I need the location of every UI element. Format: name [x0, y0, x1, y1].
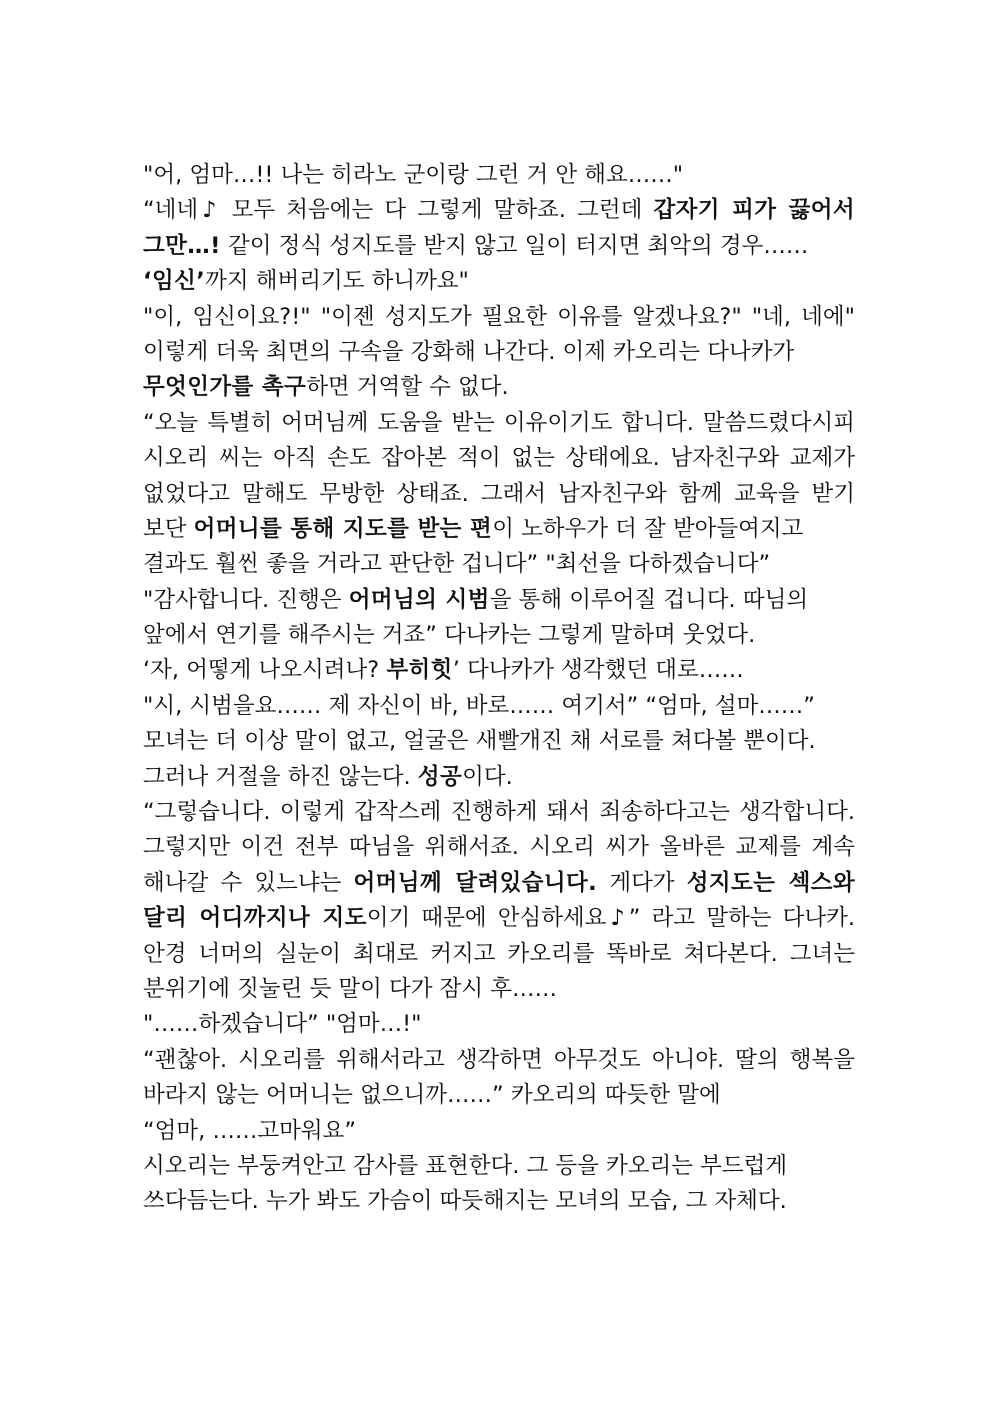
- text-line: [143, 653, 855, 688]
- text-run: 하면 거역할 수 없다.: [306, 374, 509, 401]
- text-run: 같이 정식 성지도를 받지 않고 일이 터지면 최악의 경우……: [220, 232, 809, 259]
- bold-text: 어머니를 통해 지도를 받는 편: [193, 515, 493, 542]
- text-run: “괜찮아. 시오리를 위해서라고 생각하면 아무것도 아니야. 딸의 행복을: [143, 1046, 855, 1073]
- text-run: 모녀는 더 이상 말이 없고, 얼굴은 새빨개진 채 서로를 쳐다볼 뿐이다.: [143, 728, 816, 755]
- text-line: [143, 193, 855, 228]
- text-run: 까지 해버리기도 하니까요": [205, 268, 469, 295]
- text-run: 이다.: [462, 763, 513, 790]
- bold-text: 어머님께 달려있습니다.: [353, 869, 598, 896]
- bold-text: 갑자기 피가 끓어서: [653, 197, 855, 224]
- text-run: "감사합니다. 진행은: [143, 586, 349, 613]
- bold-text: 성지도는 섹스와: [686, 869, 855, 896]
- text-line: [143, 477, 855, 512]
- text-run: ’ 다나카가 생각했던 대로……: [452, 657, 744, 684]
- text-run: “엄마, ……고마워요”: [143, 1117, 357, 1144]
- text-run: 보단: [143, 515, 194, 542]
- text-line: [143, 370, 855, 405]
- bold-text: 달리 어디까지나 지도: [143, 905, 367, 932]
- text-line: [143, 335, 855, 370]
- text-run: 없었다고 말해도 무방한 상태죠. 그래서 남자친구와 함께 교육을 받기: [143, 480, 855, 507]
- text-line: [143, 441, 855, 476]
- text-line: [143, 901, 855, 936]
- text-run: “네네♪ 모두 처음에는 다 그렇게 말하죠. 그런데: [143, 197, 654, 224]
- bold-text: 성공: [417, 763, 463, 790]
- text-run: "시, 시범을요…… 제 자신이 바, 바로…… 여기서” “엄마, 설마……”: [143, 692, 815, 719]
- text-line: [143, 1184, 855, 1219]
- bold-text: 그만…!: [143, 232, 221, 259]
- text-line: [143, 689, 855, 724]
- text-line: [143, 937, 855, 972]
- bold-text: 어머님의 시범: [348, 586, 490, 613]
- text-run: "……하겠습니다” "엄마…!": [143, 1011, 422, 1038]
- text-run: 이렇게 더욱 최면의 구속을 강화해 나간다. 이제 카오리는 다나카가: [143, 338, 795, 365]
- text-line: [143, 830, 855, 865]
- text-line: [143, 229, 855, 264]
- text-run: “오늘 특별히 어머님께 도움을 받는 이유이기도 합니다. 말씀드렸다시피: [143, 409, 855, 436]
- text-line: [143, 866, 855, 901]
- text-run: "어, 엄마…!! 나는 히라노 군이랑 그런 거 안 해요……": [143, 162, 684, 188]
- text-run: 을 통해 이루어질 겁니다. 따님의: [489, 586, 809, 613]
- text-run: 앞에서 연기를 해주시는 거죠” 다나카는 그렇게 말하며 웃었다.: [143, 622, 756, 649]
- text-run: 분위기에 짓눌린 듯 말이 다가 잠시 후……: [143, 975, 557, 1002]
- text-line: [143, 264, 855, 299]
- text-line: [143, 583, 855, 618]
- text-line: [143, 1007, 855, 1042]
- text-line: [143, 795, 855, 830]
- text-run: “그렇습니다. 이렇게 갑작스레 진행하게 돼서 죄송하다고는 생각합니다.: [143, 799, 855, 826]
- text-line: [143, 1149, 855, 1184]
- text-line: [143, 547, 855, 582]
- text-run: 게다가: [597, 869, 687, 896]
- text-run: 그러나 거절을 하진 않는다.: [143, 763, 418, 790]
- text-run: "이, 임신이요?!" "이젠 성지도가 필요한 이유를 알겠나요?" "네, 네에": [143, 303, 855, 330]
- text-line: [143, 300, 855, 335]
- text-line: [143, 158, 855, 193]
- text-run: 그렇지만 이건 전부 따님을 위해서죠. 시오리 씨가 올바른 교제를 계속: [143, 834, 855, 861]
- text-line: [143, 760, 855, 795]
- text-line: [143, 512, 855, 547]
- text-line: [143, 972, 855, 1007]
- bold-text: ‘임신’: [143, 268, 206, 295]
- text-run: 바라지 않는 어머니는 없으니까……” 카오리의 따듯한 말에: [143, 1082, 721, 1109]
- text-line: [143, 1114, 855, 1149]
- bold-text: 부히힛: [386, 657, 453, 684]
- text-run: 시오리 씨는 아직 손도 잡아본 적이 없는 상태에요. 남자친구와 교제가: [143, 445, 855, 472]
- text-run: 쓰다듬는다. 누가 봐도 가슴이 따듯해지는 모녀의 모습, 그 자체다.: [143, 1188, 787, 1215]
- bold-text: 무엇인가를 촉구: [143, 374, 307, 401]
- text-run: 결과도 훨씬 좋을 거라고 판단한 겁니다” "최선을 다하겠습니다”: [143, 551, 771, 578]
- text-run: 시오리는 부둥켜안고 감사를 표현한다. 그 등을 카오리는 부드럽게: [143, 1152, 788, 1179]
- text-run: ‘자, 어떻게 나오시려나?: [143, 657, 387, 684]
- body-text: [143, 158, 855, 1220]
- text-run: 이기 때문에 안심하세요♪” 라고 말하는 다나카.: [366, 905, 855, 932]
- text-run: 안경 너머의 실눈이 최대로 커지고 카오리를 똑바로 쳐다본다. 그녀는: [143, 940, 855, 967]
- text-line: [143, 406, 855, 441]
- text-run: 해나갈 수 있느냐는: [143, 869, 354, 896]
- text-line: [143, 618, 855, 653]
- text-run: 이 노하우가 더 잘 받아들여지고: [492, 515, 804, 542]
- text-line: [143, 724, 855, 759]
- text-line: [143, 1043, 855, 1078]
- text-line: [143, 1078, 855, 1113]
